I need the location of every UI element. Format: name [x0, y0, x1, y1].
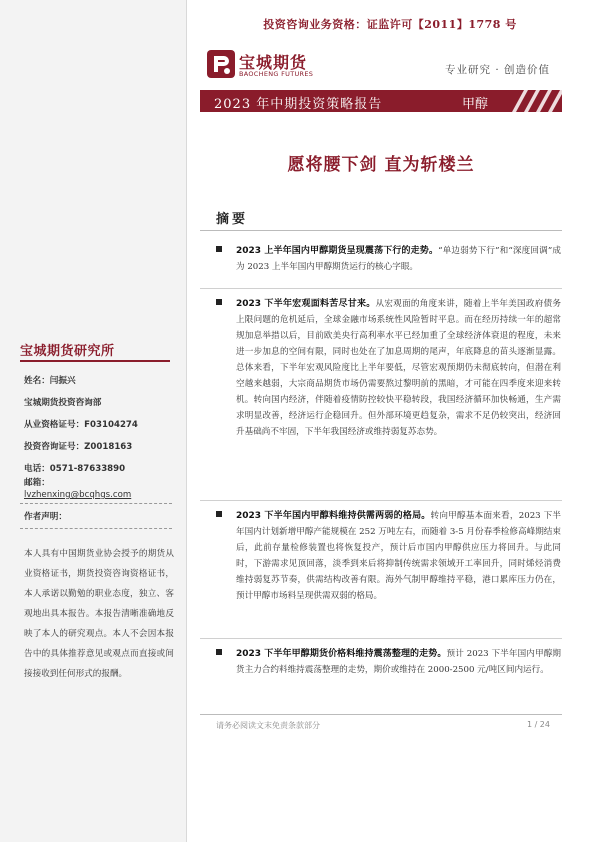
baocheng-logo-icon	[207, 50, 235, 78]
advisory-label: 投资咨询证号：	[24, 442, 85, 452]
summary-section-2	[216, 296, 561, 440]
section-body: 从宏观面的角度来讲，随着上半年美国政府债务上限问题的危机延后，全球金融市场系统性风险暂时平息。而在经历持续一年的超常规加息举措以后，目前欧美央行高利率水平已经加重了全球经济体衰退的程度，未来进一步加息的空间有限，同时也处在了加息周期的尾声，年底降息的苗头逐渐显露。总体来看，下半年宏观风险度比上半年要低，尽管宏观预期仍未彻底转向，但潜在利空越来越弱，大宗商品期货市场仍需要熬过黎明前的黑暗，才可能在四季度来迎来转机。转向国内经济，伴随着疫情防控较快平稳转段，我国经济循环加快畅通，生产需求明显改善，经济运行企稳回升。但外部环境更趋复杂，需求不足仍较突出，经济回升基础尚不牢固，下半年我国经济或维持弱复苏态势。	[236, 299, 561, 437]
company-value: 宝城期货投资咨询部	[24, 398, 102, 408]
dashed-divider	[20, 503, 172, 504]
section-body: 预计 2023 下半年国内甲醇期货主力合约料维持震荡整理的走势，期价或维持在 2000-2500 元/吨区间内运行。	[236, 649, 562, 675]
statement-label-line	[24, 510, 67, 522]
section-text	[236, 508, 561, 604]
banner-title: 2023 年中期投资策略报告	[214, 97, 383, 112]
author-company	[24, 396, 101, 408]
license-line: 投资咨询业务资格：证监许可【2011】1778 号	[263, 18, 517, 31]
footer-disclaimer-note: 请务必阅读文末免责条款部分	[216, 721, 320, 730]
summary-section-1	[216, 243, 561, 275]
section-lead: 2023 下半年甲醇期货价格料维持震荡整理的走势。	[236, 649, 447, 659]
bullet-square-icon	[216, 511, 222, 517]
email-link[interactable]: lvzhenxing@bcqhgs.com	[24, 490, 132, 500]
banner-product: 甲醇	[462, 97, 489, 112]
section-rule	[200, 500, 562, 501]
phone-label: 电话：	[24, 464, 50, 474]
summary-heading: 摘要	[216, 212, 249, 227]
author-statement: 本人具有中国期货业协会授予的期货从业资格证书，期货投资咨询资格证书，本人承诺以勤勉的职业态度，独立、客观地出具本报告。本报告清晰准确地反映了本人的研究观点。本人不会因本报告中的具体推荐意见或观点而直接或间接接收到任何形式的报酬。	[24, 549, 174, 679]
section-rule	[200, 638, 562, 639]
name-label: 姓名：	[24, 376, 50, 386]
author-phone	[24, 462, 125, 474]
bullet-square-icon	[216, 299, 222, 305]
vertical-divider	[186, 0, 187, 842]
section-text	[236, 646, 561, 678]
advisory-license	[24, 440, 132, 452]
section-lead: 2023 下半年宏观面料苦尽甘来。	[236, 299, 376, 309]
section-lead: 2023 上半年国内甲醇期货呈现震荡下行的走势。	[236, 246, 439, 256]
email-label-line	[24, 476, 50, 488]
section-lead: 2023 下半年国内甲醇料维持供需两弱的格局。	[236, 511, 431, 521]
footer-rule	[200, 714, 562, 715]
practice-license	[24, 418, 138, 430]
practice-label: 从业资格证号：	[24, 420, 85, 430]
bullet-square-icon	[216, 246, 222, 252]
summary-section-4	[216, 646, 561, 678]
logo-chinese-name: 宝城期货	[239, 53, 308, 72]
email-label: 邮箱：	[24, 478, 50, 488]
practice-value: F03104274	[84, 420, 138, 430]
section-text	[236, 243, 561, 275]
bullet-square-icon	[216, 649, 222, 655]
advisory-value: Z0018163	[84, 442, 133, 452]
section-body: “单边弱势下行”和“深度回调”成为 2023 上半年国内甲醇期货运行的核心字眼。	[236, 246, 561, 272]
phone-value: 0571-87633890	[49, 464, 126, 474]
section-rule	[200, 288, 562, 289]
report-title: 愿将腰下剑 直为斩楼兰	[287, 155, 475, 175]
logo-english-name: BAOCHENG FUTURES	[239, 70, 314, 78]
author-name	[24, 374, 76, 386]
company-logo	[207, 48, 327, 84]
name-value: 闫振兴	[49, 376, 76, 386]
section-text	[236, 296, 561, 440]
institute-rule	[20, 360, 170, 362]
slogan: 专业研究 · 创造价值	[444, 64, 550, 76]
summary-section-3	[216, 508, 561, 604]
summary-rule	[200, 230, 562, 231]
section-body: 转向甲醇基本面来看，2023 下半年国内计划新增甲醇产能规模在 252 万吨左右，而随着 3-5 月份春季检修高峰期结束后，此前存量检修装置也将恢复投产，预计后市国内甲醇供应压力将回升。与此同时，下游需求见顶回落，淡季到来后将抑制传统需求领域开工率回升，同时烯烃消费维持弱复苏节奏，供需结构改善有限。海外气制甲醇维持平稳，港口累库压力仍在，预计甲醇市场料呈现供需双弱的格局。	[236, 511, 561, 601]
page-number: 1 / 24	[526, 720, 550, 729]
statement-label: 作者声明：	[24, 512, 67, 522]
dashed-divider	[20, 528, 172, 529]
report-banner	[200, 90, 562, 112]
banner-stripes-decoration	[502, 90, 562, 112]
institute-title: 宝城期货研究所	[20, 344, 115, 359]
